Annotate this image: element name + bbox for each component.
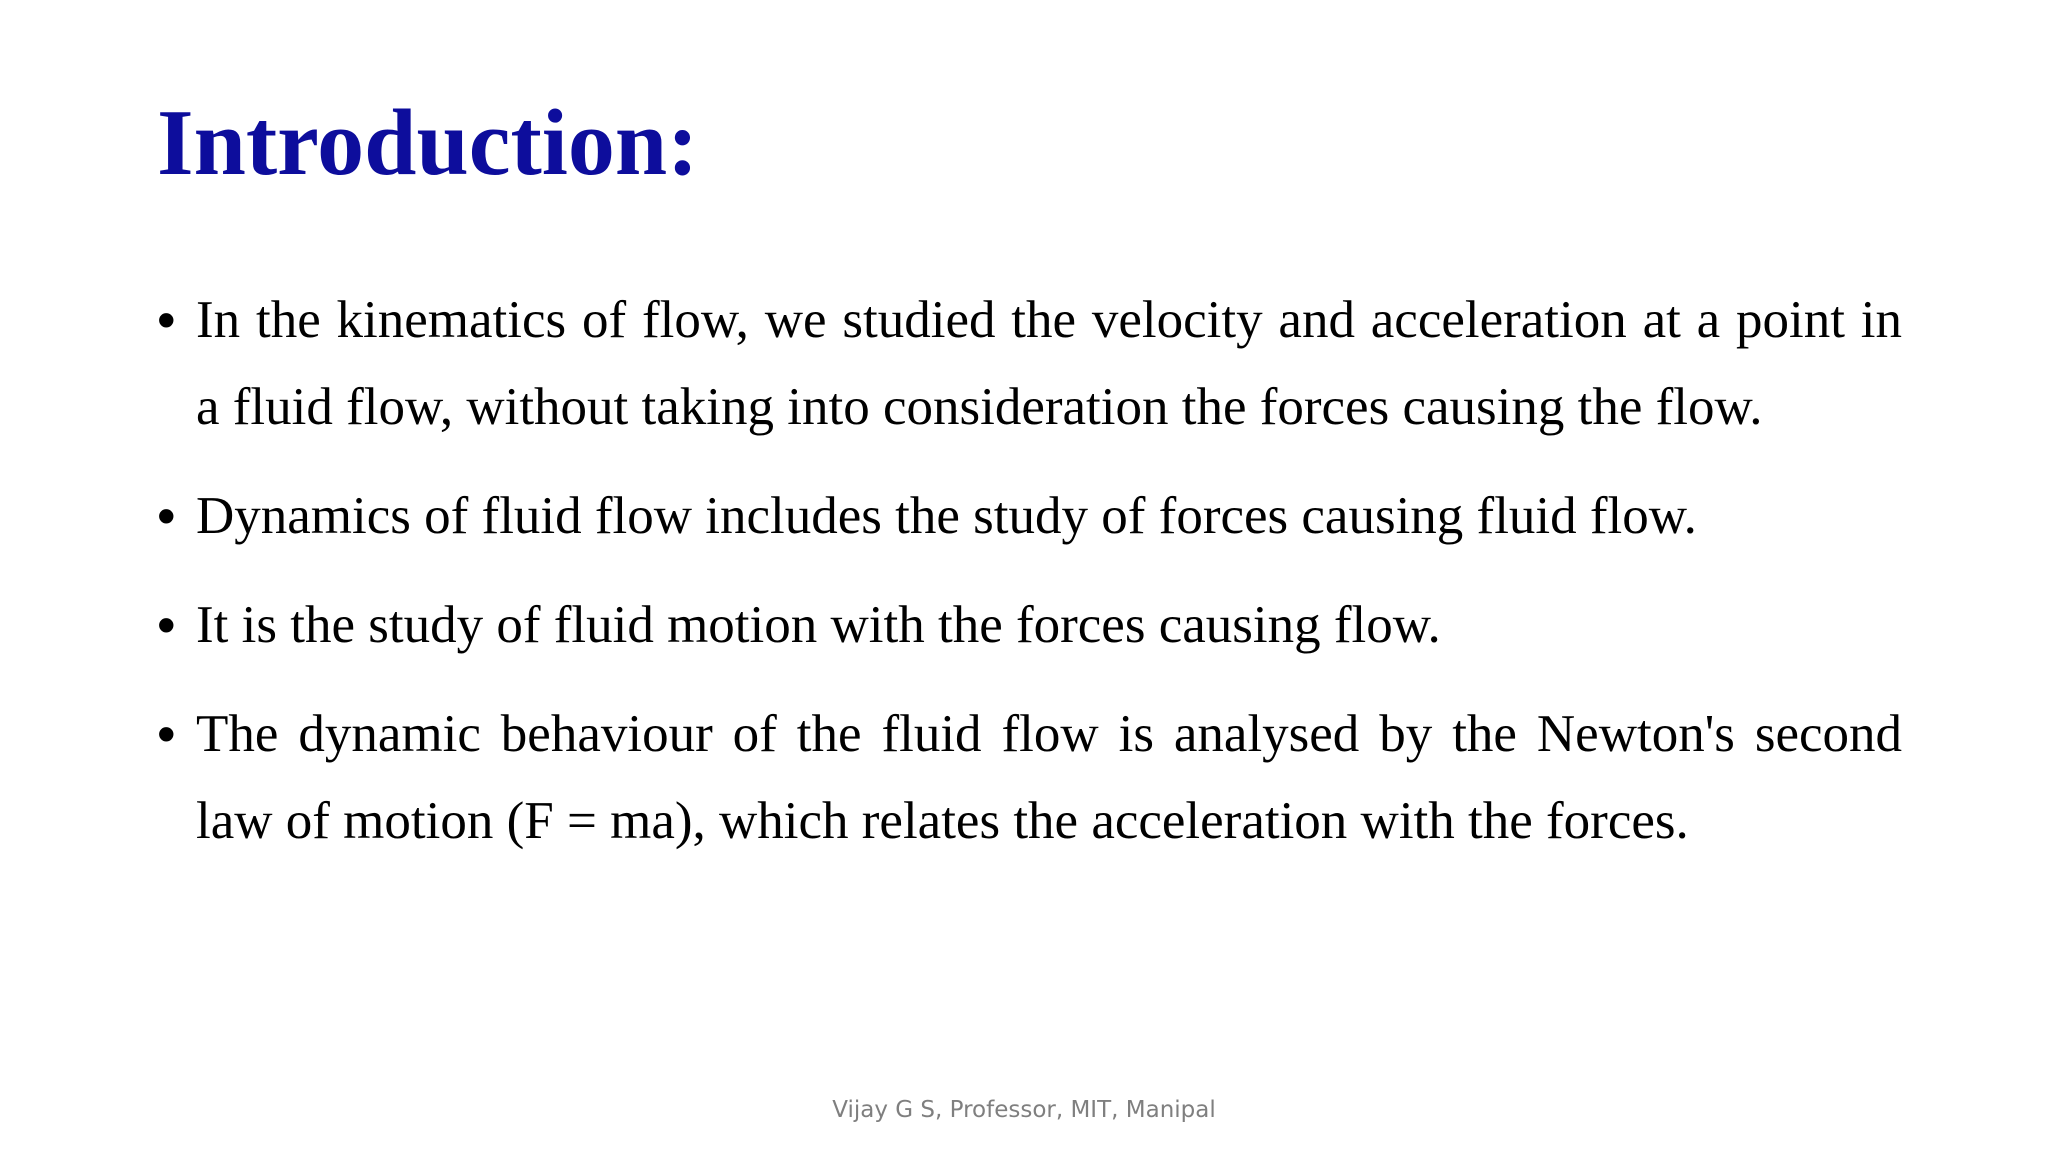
bullet-item	[157, 277, 1902, 451]
bullet-text: In the kinematics of flow, we studied the velocity and acceleration at a point in a fluid flow, without taking into consideration the forces causing the flow.	[196, 291, 1902, 436]
bullet-dot-icon: •	[157, 705, 176, 764]
bullet-item	[157, 691, 1902, 865]
slide-title: Introduction:	[157, 91, 699, 195]
bullet-item	[157, 473, 1902, 560]
bullet-text: Dynamics of fluid flow includes the study of forces causing fluid flow.	[196, 487, 1697, 545]
slide-footer: Vijay G S, Professor, MIT, Manipal	[832, 1097, 1216, 1123]
bullet-list	[157, 277, 1902, 887]
bullet-dot-icon: •	[157, 291, 176, 350]
bullet-item	[157, 582, 1902, 669]
bullet-dot-icon: •	[157, 487, 176, 546]
bullet-text: It is the study of fluid motion with the forces causing flow.	[196, 596, 1441, 654]
bullet-text: The dynamic behaviour of the fluid flow is analysed by the Newton's second law of motion (F = ma), which relates the acceleration with the forces.	[196, 705, 1902, 850]
bullet-dot-icon: •	[157, 596, 176, 655]
